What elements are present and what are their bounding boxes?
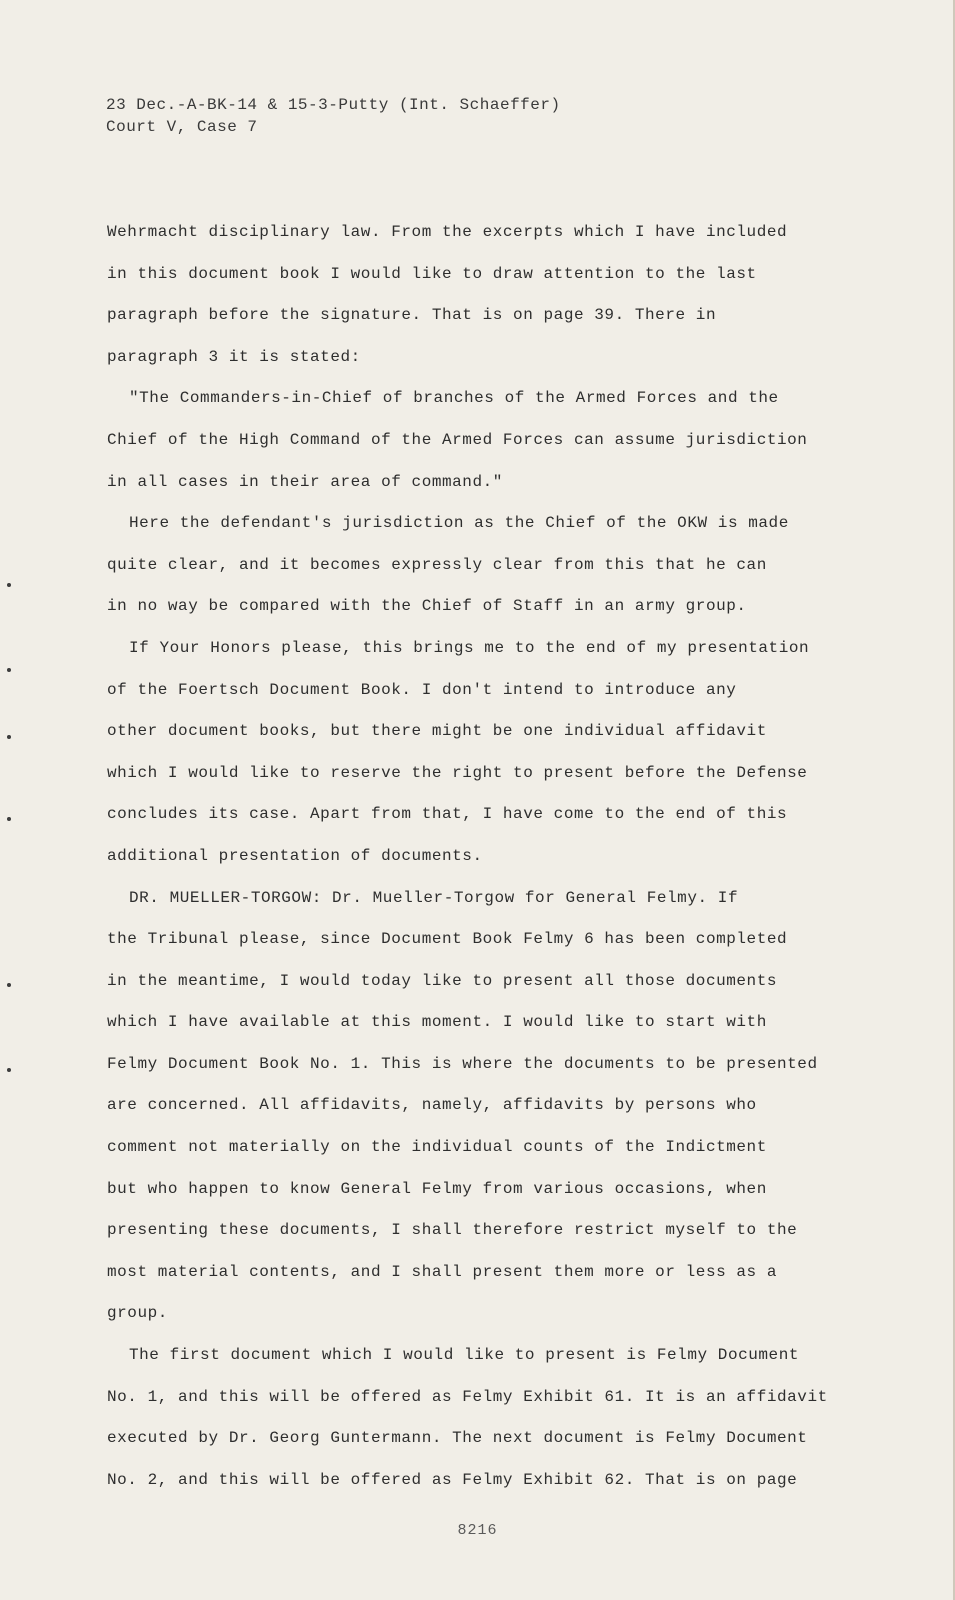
transcript-line: paragraph before the signature. That is on page 39. There in (107, 306, 717, 325)
transcript-line: in no way be compared with the Chief of Staff in an army group. (107, 597, 747, 616)
transcript-line: in all cases in their area of command." (107, 472, 503, 491)
transcript-line: paragraph 3 it is stated: (107, 347, 361, 366)
transcript-line: other document books, but there might be one individual affidavit (107, 722, 767, 741)
transcript-line: DR. MUELLER-TORGOW: Dr. Mueller-Torgow for General Felmy. If (129, 888, 739, 907)
document-header (106, 94, 561, 138)
transcript-line: concludes its case. Apart from that, I have come to the end of this (107, 805, 788, 824)
transcript-line: but who happen to know General Felmy from various occasions, when (107, 1179, 767, 1198)
header-line-court: Court V, Case 7 (106, 118, 258, 136)
transcript-line: No. 1, and this will be offered as Felmy Exhibit 61. It is an affidavit (107, 1387, 828, 1406)
transcript-line: most material contents, and I shall present them more or less as a (107, 1262, 778, 1281)
margin-mark (7, 583, 11, 587)
transcript-line: in the meantime, I would today like to present all those documents (107, 971, 778, 990)
transcript-line: No. 2, and this will be offered as Felmy Exhibit 62. That is on page (107, 1470, 798, 1489)
transcript-line: Here the defendant's jurisdiction as the Chief of the OKW is made (129, 514, 789, 533)
transcript-line: The first document which I would like to present is Felmy Document (129, 1346, 800, 1365)
margin-mark (7, 735, 11, 739)
page-number: 8216 (457, 1522, 498, 1539)
transcript-line: comment not materially on the individual counts of the Indictment (107, 1138, 767, 1157)
transcript-line: executed by Dr. Georg Guntermann. The next document is Felmy Document (107, 1429, 808, 1448)
transcript-line: group. (107, 1304, 168, 1323)
transcript-line: additional presentation of documents. (107, 846, 483, 865)
transcript-line: quite clear, and it becomes expressly clear from this that he can (107, 555, 767, 574)
transcript-line: presenting these documents, I shall therefore restrict myself to the (107, 1221, 798, 1240)
transcript-line: of the Foertsch Document Book. I don't intend to introduce any (107, 680, 737, 699)
margin-mark (7, 983, 11, 987)
transcript-line: in this document book I would like to draw attention to the last (107, 264, 757, 283)
transcript-line: If Your Honors please, this brings me to the end of my presentation (129, 638, 810, 657)
transcript-line: "The Commanders-in-Chief of branches of the Armed Forces and the (129, 389, 779, 408)
transcript-line: Chief of the High Command of the Armed Forces can assume jurisdiction (107, 430, 808, 449)
transcript-line: the Tribunal please, since Document Book Felmy 6 has been completed (107, 930, 788, 949)
margin-mark (7, 1068, 11, 1072)
header-line-session: 23 Dec.-A-BK-14 & 15-3-Putty (Int. Schaeffer) (106, 96, 561, 114)
transcript-body (107, 212, 847, 1501)
transcript-line: which I would like to reserve the right to present before the Defense (107, 763, 808, 782)
margin-mark (7, 668, 11, 672)
transcript-line: Felmy Document Book No. 1. This is where the documents to be presented (107, 1054, 818, 1073)
transcript-line: are concerned. All affidavits, namely, affidavits by persons who (107, 1096, 757, 1115)
transcript-line: which I have available at this moment. I would like to start with (107, 1013, 767, 1032)
transcript-line: Wehrmacht disciplinary law. From the excerpts which I have included (107, 223, 788, 241)
margin-mark (7, 817, 11, 821)
